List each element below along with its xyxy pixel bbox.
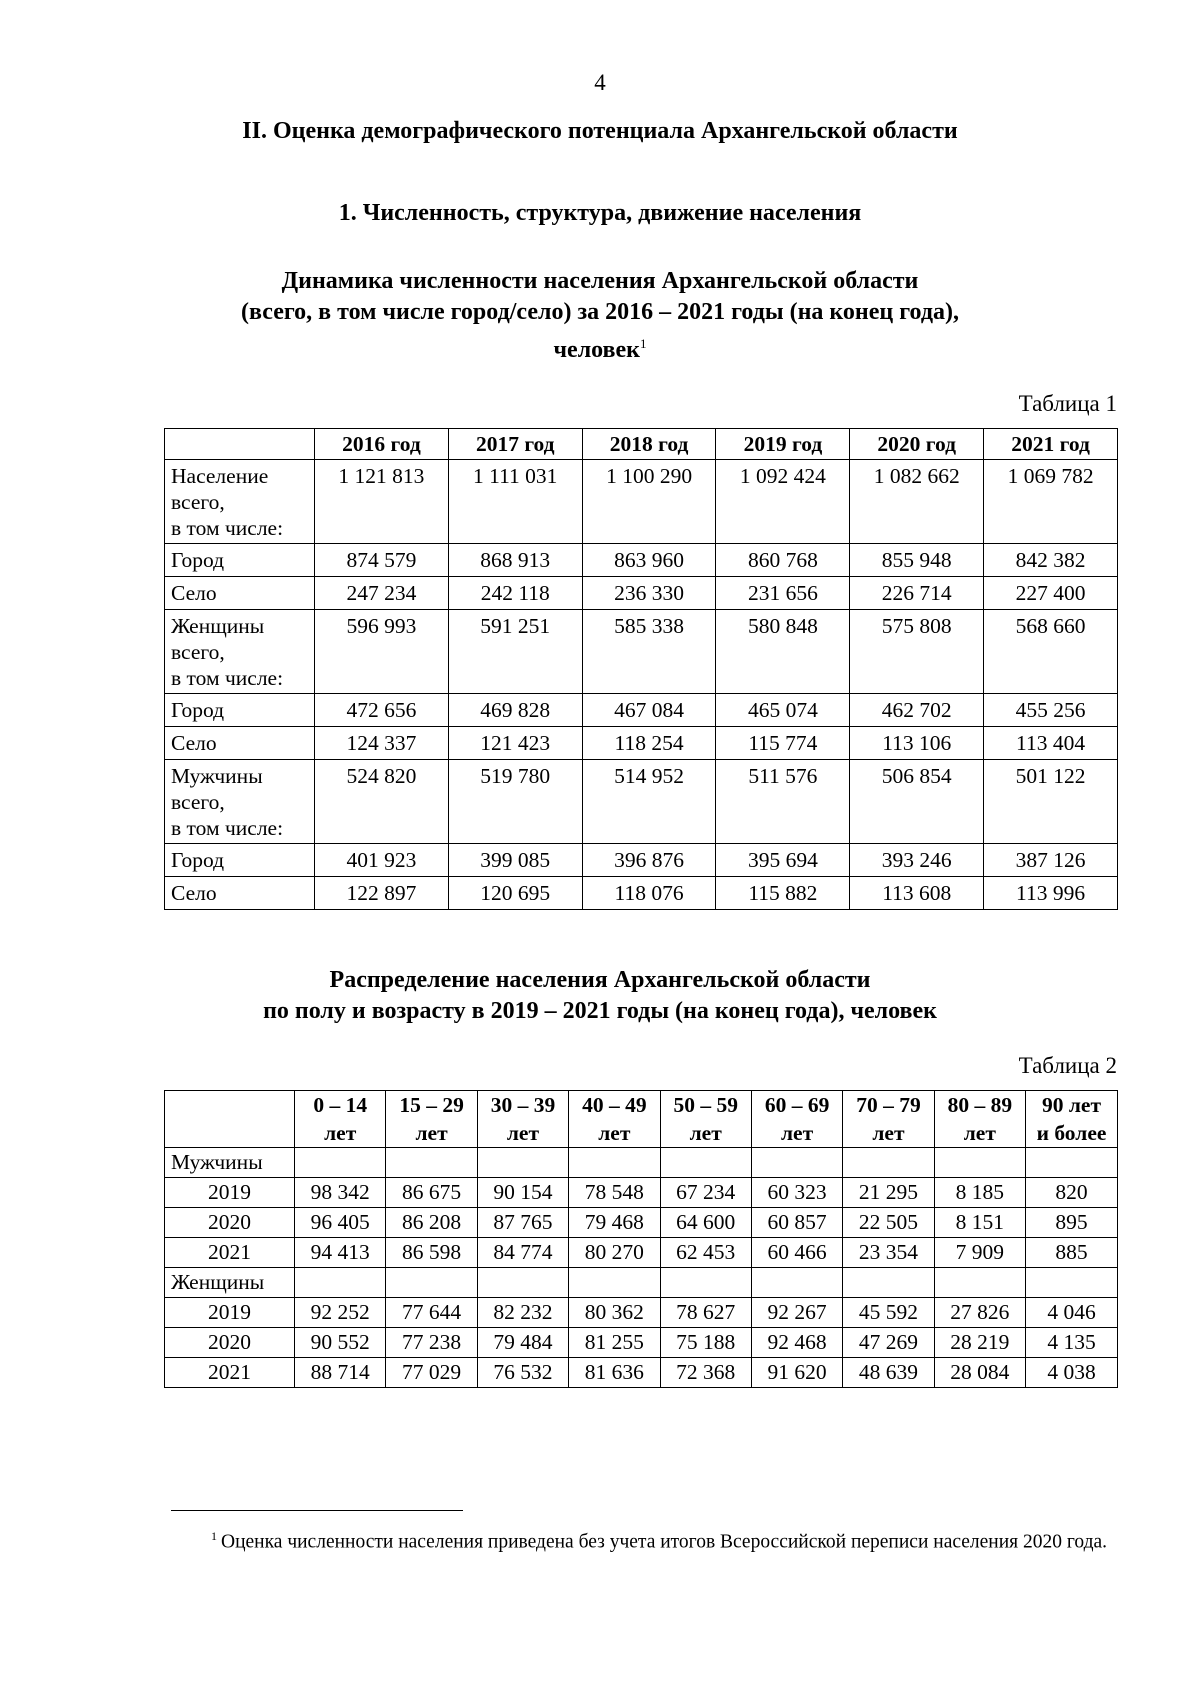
value-cell: 247 234 — [315, 577, 449, 610]
header-line-bottom: лет — [780, 1121, 814, 1145]
row-label-cell — [165, 577, 315, 610]
value-cell: 885 — [1026, 1238, 1118, 1268]
value-cell: 118 254 — [582, 727, 716, 760]
row-label-cell — [165, 460, 315, 544]
value-cell: 1 111 031 — [448, 460, 582, 544]
row-label-line: в том числе: — [171, 516, 284, 540]
value-cell: 122 897 — [315, 877, 449, 910]
value-cell: 77 029 — [386, 1358, 477, 1388]
value-cell: 236 330 — [582, 577, 716, 610]
table-row — [165, 1178, 1118, 1208]
value-cell: 47 269 — [843, 1328, 934, 1358]
table2-title-line1: Распределение населения Архангельской области — [329, 967, 871, 993]
empty-cell — [295, 1268, 386, 1298]
year-cell: 2019 — [165, 1298, 295, 1328]
value-cell: 226 714 — [850, 577, 984, 610]
header-cell-year: 2019 год — [716, 429, 850, 460]
table-row — [165, 577, 1118, 610]
value-cell: 77 644 — [386, 1298, 477, 1328]
header-line-bottom: лет — [689, 1121, 722, 1145]
table-row — [165, 1328, 1118, 1358]
value-cell: 84 774 — [477, 1238, 568, 1268]
value-cell: 21 295 — [843, 1178, 934, 1208]
value-cell: 45 592 — [843, 1298, 934, 1328]
header-line-bottom: лет — [963, 1121, 996, 1145]
header-line-bottom: лет — [415, 1121, 448, 1145]
value-cell: 8 185 — [934, 1178, 1025, 1208]
row-label-cell — [165, 610, 315, 694]
header-cell-empty — [165, 1091, 295, 1148]
table-row — [165, 460, 1118, 544]
row-label-line: Мужчины — [171, 764, 263, 788]
value-cell: 1 092 424 — [716, 460, 850, 544]
value-cell: 60 857 — [751, 1208, 842, 1238]
empty-cell — [569, 1268, 660, 1298]
value-cell: 242 118 — [448, 577, 582, 610]
value-cell: 96 405 — [295, 1208, 386, 1238]
group-label-cell: Мужчины — [165, 1148, 295, 1178]
empty-cell — [477, 1268, 568, 1298]
page-number: 4 — [594, 70, 606, 95]
value-cell: 1 100 290 — [582, 460, 716, 544]
row-label-line: Село — [171, 581, 217, 605]
value-cell: 4 046 — [1026, 1298, 1118, 1328]
value-cell: 80 362 — [569, 1298, 660, 1328]
row-label-line: Село — [171, 881, 217, 905]
value-cell: 62 453 — [660, 1238, 751, 1268]
year-cell: 2019 — [165, 1178, 295, 1208]
footnote-mark: 1 — [211, 1529, 217, 1543]
value-cell: 820 — [1026, 1178, 1118, 1208]
value-cell: 118 076 — [582, 877, 716, 910]
value-cell: 121 423 — [448, 727, 582, 760]
header-line-bottom: и более — [1036, 1121, 1107, 1145]
table-row — [165, 1358, 1118, 1388]
empty-cell — [751, 1268, 842, 1298]
value-cell: 501 122 — [984, 760, 1118, 844]
group-label-cell: Женщины — [165, 1268, 295, 1298]
value-cell: 393 246 — [850, 844, 984, 877]
row-label-line: в том числе: — [171, 816, 284, 840]
header-line-top: 90 лет — [1041, 1093, 1102, 1117]
header-line-bottom: лет — [324, 1121, 357, 1145]
empty-cell — [751, 1148, 842, 1178]
section-heading: II. Оценка демографического потенциала Архангельской области — [242, 118, 958, 144]
table1-title-line2: (всего, в том числе город/село) за 2016 – 2021 годы (на конец года), — [241, 299, 959, 325]
value-cell: 1 121 813 — [315, 460, 449, 544]
value-cell: 98 342 — [295, 1178, 386, 1208]
row-label-cell — [165, 544, 315, 577]
value-cell: 120 695 — [448, 877, 582, 910]
value-cell: 895 — [1026, 1208, 1118, 1238]
header-cell-age — [1026, 1091, 1118, 1148]
header-line-top: 50 – 59 — [673, 1093, 738, 1117]
value-cell: 506 854 — [850, 760, 984, 844]
row-label-line: Население — [171, 464, 269, 488]
table-row — [165, 694, 1118, 727]
table-row — [165, 760, 1118, 844]
value-cell: 1 082 662 — [850, 460, 984, 544]
header-line-bottom: лет — [872, 1121, 905, 1145]
table-row — [165, 544, 1118, 577]
age-sex-distribution-table — [164, 1090, 1118, 1388]
value-cell: 7 909 — [934, 1238, 1025, 1268]
header-line-bottom: лет — [598, 1121, 631, 1145]
value-cell: 568 660 — [984, 610, 1118, 694]
value-cell: 27 826 — [934, 1298, 1025, 1328]
row-label-line: Город — [171, 848, 225, 872]
value-cell: 467 084 — [582, 694, 716, 727]
row-label-cell — [165, 844, 315, 877]
value-cell: 88 714 — [295, 1358, 386, 1388]
header-line-top: 40 – 49 — [582, 1093, 647, 1117]
value-cell: 81 255 — [569, 1328, 660, 1358]
value-cell: 79 484 — [477, 1328, 568, 1358]
empty-cell — [386, 1268, 477, 1298]
header-cell-age — [477, 1091, 568, 1148]
table-row — [165, 727, 1118, 760]
value-cell: 91 620 — [751, 1358, 842, 1388]
footnote-text: Оценка численности населения приведена без учета итогов Всероссийской переписи населения 2020 года. — [221, 1531, 1108, 1553]
group-row — [165, 1268, 1118, 1298]
value-cell: 395 694 — [716, 844, 850, 877]
empty-cell — [295, 1148, 386, 1178]
value-cell: 575 808 — [850, 610, 984, 694]
value-cell: 519 780 — [448, 760, 582, 844]
empty-cell — [1026, 1268, 1118, 1298]
value-cell: 855 948 — [850, 544, 984, 577]
row-label-line: Женщины — [171, 614, 265, 638]
subsection-heading: 1. Численность, структура, движение населения — [338, 200, 862, 226]
population-dynamics-table — [164, 428, 1118, 910]
value-cell: 22 505 — [843, 1208, 934, 1238]
value-cell: 399 085 — [448, 844, 582, 877]
row-label-cell — [165, 694, 315, 727]
row-label-line: всего, — [171, 790, 225, 814]
table-header-row — [165, 429, 1118, 460]
value-cell: 75 188 — [660, 1328, 751, 1358]
table-header-row — [165, 1091, 1118, 1148]
header-line-top: 30 – 39 — [490, 1093, 556, 1117]
value-cell: 511 576 — [716, 760, 850, 844]
value-cell: 4 135 — [1026, 1328, 1118, 1358]
value-cell: 8 151 — [934, 1208, 1025, 1238]
value-cell: 1 069 782 — [984, 460, 1118, 544]
row-label-line: Город — [171, 548, 225, 572]
header-cell-age — [660, 1091, 751, 1148]
empty-cell — [1026, 1148, 1118, 1178]
value-cell: 78 548 — [569, 1178, 660, 1208]
value-cell: 64 600 — [660, 1208, 751, 1238]
value-cell: 113 608 — [850, 877, 984, 910]
table-row — [165, 877, 1118, 910]
value-cell: 90 552 — [295, 1328, 386, 1358]
row-label-line: в том числе: — [171, 666, 284, 690]
table-row — [165, 844, 1118, 877]
table1-title-line3 — [0, 328, 1200, 366]
value-cell: 92 252 — [295, 1298, 386, 1328]
row-label-cell — [165, 760, 315, 844]
empty-cell — [660, 1268, 751, 1298]
header-cell-age — [386, 1091, 477, 1148]
table1-title-unit: человек — [553, 337, 640, 363]
value-cell: 28 084 — [934, 1358, 1025, 1388]
value-cell: 48 639 — [843, 1358, 934, 1388]
value-cell: 76 532 — [477, 1358, 568, 1388]
table1-title — [0, 266, 1200, 366]
value-cell: 86 675 — [386, 1178, 477, 1208]
value-cell: 115 882 — [716, 877, 850, 910]
table-row — [165, 610, 1118, 694]
header-line-top: 15 – 29 — [399, 1093, 464, 1117]
value-cell: 115 774 — [716, 727, 850, 760]
row-label-line: Село — [171, 731, 217, 755]
value-cell: 87 765 — [477, 1208, 568, 1238]
row-label-cell — [165, 727, 315, 760]
value-cell: 860 768 — [716, 544, 850, 577]
header-cell-age — [295, 1091, 386, 1148]
header-line-top: 60 – 69 — [764, 1093, 830, 1117]
empty-cell — [843, 1148, 934, 1178]
value-cell: 113 996 — [984, 877, 1118, 910]
value-cell: 401 923 — [315, 844, 449, 877]
value-cell: 78 627 — [660, 1298, 751, 1328]
row-label-line: Город — [171, 698, 225, 722]
row-label-cell — [165, 877, 315, 910]
header-cell-year: 2020 год — [850, 429, 984, 460]
value-cell: 82 232 — [477, 1298, 568, 1328]
header-cell-age — [569, 1091, 660, 1148]
header-cell-age — [934, 1091, 1025, 1148]
table-row — [165, 1238, 1118, 1268]
value-cell: 94 413 — [295, 1238, 386, 1268]
value-cell: 92 468 — [751, 1328, 842, 1358]
year-cell: 2021 — [165, 1238, 295, 1268]
empty-cell — [386, 1148, 477, 1178]
value-cell: 72 368 — [660, 1358, 751, 1388]
value-cell: 462 702 — [850, 694, 984, 727]
table-row — [165, 1298, 1118, 1328]
value-cell: 67 234 — [660, 1178, 751, 1208]
value-cell: 86 598 — [386, 1238, 477, 1268]
empty-cell — [477, 1148, 568, 1178]
value-cell: 60 323 — [751, 1178, 842, 1208]
header-cell-empty — [165, 429, 315, 460]
empty-cell — [843, 1268, 934, 1298]
value-cell: 4 038 — [1026, 1358, 1118, 1388]
value-cell: 591 251 — [448, 610, 582, 694]
table2-label: Таблица 2 — [1018, 1053, 1117, 1078]
footnote — [171, 1523, 1114, 1556]
value-cell: 863 960 — [582, 544, 716, 577]
table2-title-line2: по полу и возрасту в 2019 – 2021 годы (на конец года), человек — [263, 998, 937, 1024]
header-line-top: 80 – 89 — [947, 1093, 1013, 1117]
value-cell: 60 466 — [751, 1238, 842, 1268]
value-cell: 596 993 — [315, 610, 449, 694]
value-cell: 469 828 — [448, 694, 582, 727]
value-cell: 92 267 — [751, 1298, 842, 1328]
value-cell: 387 126 — [984, 844, 1118, 877]
header-cell-year: 2017 год — [448, 429, 582, 460]
header-line-bottom: лет — [506, 1121, 540, 1145]
value-cell: 874 579 — [315, 544, 449, 577]
value-cell: 465 074 — [716, 694, 850, 727]
row-label-line: всего, — [171, 490, 225, 514]
value-cell: 455 256 — [984, 694, 1118, 727]
row-label-line: всего, — [171, 640, 225, 664]
value-cell: 524 820 — [315, 760, 449, 844]
value-cell: 585 338 — [582, 610, 716, 694]
year-cell: 2020 — [165, 1328, 295, 1358]
header-line-top: 0 – 14 — [313, 1093, 368, 1117]
value-cell: 23 354 — [843, 1238, 934, 1268]
value-cell: 124 337 — [315, 727, 449, 760]
header-cell-year: 2021 год — [984, 429, 1118, 460]
table1-title-line1: Динамика численности населения Архангельской области — [281, 268, 919, 294]
footnote-separator — [171, 1510, 463, 1511]
value-cell: 231 656 — [716, 577, 850, 610]
value-cell: 514 952 — [582, 760, 716, 844]
value-cell: 113 404 — [984, 727, 1118, 760]
value-cell: 113 106 — [850, 727, 984, 760]
value-cell: 472 656 — [315, 694, 449, 727]
table1-label: Таблица 1 — [1018, 391, 1117, 416]
value-cell: 227 400 — [984, 577, 1118, 610]
year-cell: 2021 — [165, 1358, 295, 1388]
empty-cell — [934, 1148, 1025, 1178]
year-cell: 2020 — [165, 1208, 295, 1238]
value-cell: 580 848 — [716, 610, 850, 694]
header-cell-year: 2018 год — [582, 429, 716, 460]
empty-cell — [934, 1268, 1025, 1298]
table-row — [165, 1208, 1118, 1238]
value-cell: 80 270 — [569, 1238, 660, 1268]
empty-cell — [569, 1148, 660, 1178]
header-cell-age — [751, 1091, 842, 1148]
header-cell-year: 2016 год — [315, 429, 449, 460]
header-line-top: 70 – 79 — [856, 1093, 921, 1117]
group-row — [165, 1148, 1118, 1178]
footnote-reference[interactable]: 1 — [640, 336, 647, 351]
value-cell: 28 219 — [934, 1328, 1025, 1358]
value-cell: 396 876 — [582, 844, 716, 877]
value-cell: 868 913 — [448, 544, 582, 577]
empty-cell — [660, 1148, 751, 1178]
value-cell: 79 468 — [569, 1208, 660, 1238]
table2-title — [0, 965, 1200, 1027]
value-cell: 77 238 — [386, 1328, 477, 1358]
header-cell-age — [843, 1091, 934, 1148]
value-cell: 90 154 — [477, 1178, 568, 1208]
value-cell: 842 382 — [984, 544, 1118, 577]
value-cell: 81 636 — [569, 1358, 660, 1388]
value-cell: 86 208 — [386, 1208, 477, 1238]
